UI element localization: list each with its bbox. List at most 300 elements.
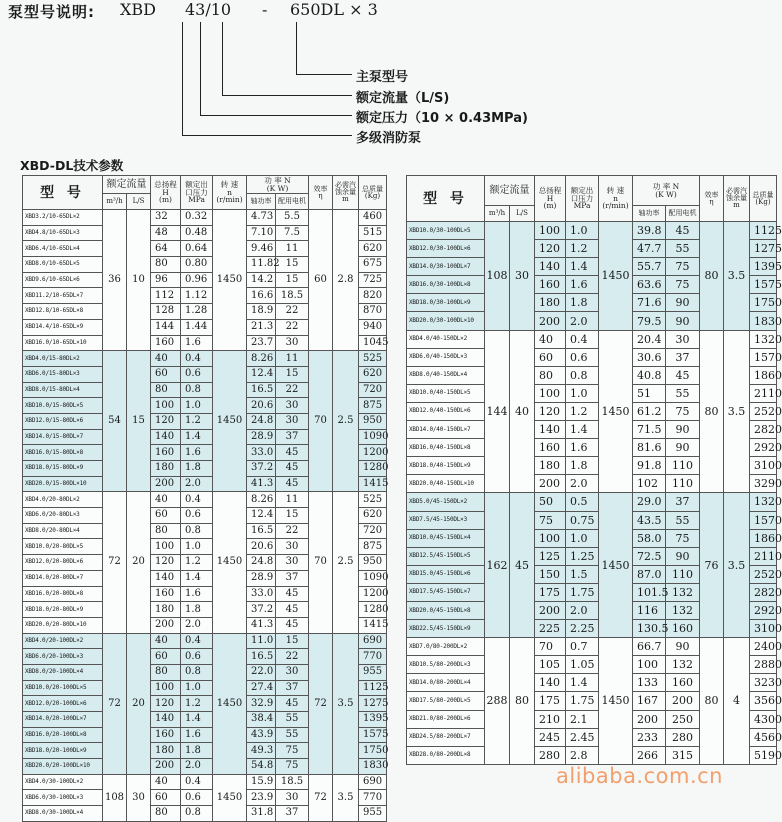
shaft-power-cell: 40.8: [633, 366, 666, 384]
motor-power-cell: 45: [276, 696, 309, 712]
shaft-power-cell: 33.0: [247, 445, 276, 461]
connector-pressure-h: [200, 115, 352, 116]
head-cell: 48: [151, 225, 181, 241]
table-row: [23, 351, 387, 367]
head-cell: 200: [535, 475, 566, 493]
pressure-cell: 1.05: [566, 656, 599, 674]
model-cell: XBD7.5/45-150DL×3: [407, 511, 485, 529]
mass-cell: 1860: [750, 366, 777, 384]
head-cell: 200: [535, 312, 566, 330]
flow-m3h-cell: 108: [103, 774, 127, 821]
header-power: [247, 176, 309, 194]
motor-power-cell: 55: [276, 712, 309, 728]
flow-m3h-cell: 72: [103, 492, 127, 633]
mass-cell: 2920: [750, 439, 777, 457]
header-mass-a: 总质量: [362, 184, 383, 193]
mass-cell: 1275: [359, 696, 387, 712]
pressure-cell: 1.2: [181, 555, 213, 571]
shaft-power-cell: 39.8: [633, 222, 666, 240]
pressure-cell: 1.2: [181, 696, 213, 712]
header-flow-ls-r: L/S: [510, 206, 535, 222]
shaft-power-cell: 23.9: [247, 790, 276, 806]
head-cell: 180: [151, 743, 181, 759]
mass-cell: 460: [359, 210, 387, 226]
head-cell: 60: [151, 790, 181, 806]
pressure-cell: 2.45: [566, 728, 599, 746]
shaft-power-cell: 38.4: [247, 712, 276, 728]
model-cell: XBD21.0/80-200DL×6: [407, 710, 485, 728]
shaft-power-cell: 63.6: [633, 276, 666, 294]
pressure-cell: 1.4: [566, 421, 599, 439]
shaft-power-cell: 9.46: [247, 241, 276, 257]
pressure-cell: 2.0: [181, 476, 213, 492]
flow-m3h-cell: 108: [485, 222, 510, 331]
header-head-r: [535, 176, 566, 222]
mass-cell: 3290: [750, 475, 777, 493]
shaft-power-cell: 51: [633, 384, 666, 402]
motor-power-cell: 15: [276, 272, 309, 288]
table-row: [23, 492, 387, 508]
motor-power-cell: 37: [276, 429, 309, 445]
shaft-power-cell: 33.0: [247, 586, 276, 602]
pressure-cell: 2.0: [566, 312, 599, 330]
pressure-cell: 1.44: [181, 319, 213, 335]
model-cell: XBD20.0/20-100DL×10: [23, 759, 103, 775]
shaft-power-cell: 31.8: [247, 806, 276, 822]
motor-power-cell: 30: [276, 790, 309, 806]
model-cell: XBD12.0/20-100DL×6: [23, 696, 103, 712]
motor-power-cell: 37: [666, 493, 700, 511]
speed-cell: 1450: [599, 493, 633, 638]
mass-cell: 3230: [750, 674, 777, 692]
motor-power-cell: 110: [666, 565, 700, 583]
pressure-cell: 2.25: [566, 620, 599, 638]
shaft-power-cell: 12.4: [247, 366, 276, 382]
header-head: [151, 176, 181, 210]
head-cell: 100: [151, 398, 181, 414]
header-pressure-b: 口压力: [185, 187, 208, 197]
mass-cell: 1415: [359, 476, 387, 492]
pressure-cell: 2.1: [566, 710, 599, 728]
head-cell: 80: [151, 382, 181, 398]
shaft-power-cell: 16.6: [247, 288, 276, 304]
motor-power-cell: 55: [666, 240, 700, 258]
motor-power-cell: 30: [276, 398, 309, 414]
header-npsh-a: 必需汽: [335, 181, 356, 189]
npsh-cell: 2.5: [333, 492, 359, 633]
connector-flow-h: [222, 95, 352, 96]
efficiency-cell: 80: [700, 638, 724, 765]
head-cell: 60: [151, 508, 181, 524]
header-npsh-c: m: [342, 195, 349, 203]
pressure-cell: 1.6: [566, 276, 599, 294]
motor-power-cell: 250: [666, 710, 700, 728]
shaft-power-cell: 32.9: [247, 696, 276, 712]
motor-power-cell: 30: [276, 335, 309, 351]
motor-power-cell: 75: [666, 258, 700, 276]
mass-cell: 2520: [750, 402, 777, 420]
header-head-r-c: (m): [543, 201, 557, 211]
legend-stage: 多级消防泵: [356, 131, 422, 146]
head-cell: 120: [151, 555, 181, 571]
model-cell: XBD12.0/40-150DL×6: [407, 402, 485, 420]
table-row: [23, 633, 387, 649]
mass-cell: 1575: [359, 727, 387, 743]
mass-cell: 2880: [750, 656, 777, 674]
model-cell: XBD12.0/20-80DL×6: [23, 555, 103, 571]
mass-cell: 1090: [359, 570, 387, 586]
mass-cell: 1575: [750, 276, 777, 294]
flow-ls-cell: 45: [510, 493, 535, 638]
shaft-power-cell: 71.5: [633, 421, 666, 439]
model-code-dash: -: [262, 0, 268, 19]
pressure-cell: 1.6: [566, 439, 599, 457]
model-cell: XBD20.0/15-80DL×10: [23, 476, 103, 492]
model-cell: XBD6.0/20-100DL×3: [23, 649, 103, 665]
head-cell: 50: [535, 493, 566, 511]
model-cell: XBD17.5/45-150DL×7: [407, 583, 485, 601]
shaft-power-cell: 133: [633, 674, 666, 692]
shaft-power-cell: 12.4: [247, 508, 276, 524]
legend-pressure: 额定压力（10 × 0.43MPa): [356, 111, 528, 126]
mass-cell: 1090: [359, 429, 387, 445]
flow-ls-cell: 40: [510, 330, 535, 493]
mass-cell: 4300: [750, 710, 777, 728]
header-npsh-r-c: m: [733, 201, 740, 209]
model-cell: XBD10.5/80-200DL×3: [407, 656, 485, 674]
head-cell: 200: [151, 476, 181, 492]
mass-cell: 525: [359, 492, 387, 508]
head-cell: 64: [151, 241, 181, 257]
flow-ls-cell: 80: [510, 638, 535, 765]
head-cell: 200: [535, 601, 566, 619]
header-mass-r-a: 总质量: [752, 190, 774, 199]
model-cell: XBD3.2/10-65DL×2: [23, 210, 103, 226]
model-cell: XBD16.0/40-150DL×8: [407, 439, 485, 457]
model-cell: XBD28.0/80-200DL×8: [407, 746, 485, 764]
model-cell: XBD8.0/40-150DL×4: [407, 366, 485, 384]
header-efficiency-r: [700, 176, 724, 222]
head-cell: 125: [535, 547, 566, 565]
speed-cell: 1450: [213, 351, 247, 492]
pressure-cell: 1.6: [181, 727, 213, 743]
speed-cell: 1450: [213, 210, 247, 351]
header-power-shaft-r: 轴功率: [633, 206, 666, 222]
model-cell: XBD8.0/20-80DL×4: [23, 523, 103, 539]
model-cell: XBD16.0/15-80DL×8: [23, 445, 103, 461]
model-cell: XBD4.8/10-65DL×3: [23, 225, 103, 241]
mass-cell: 2820: [750, 421, 777, 439]
model-cell: XBD6.0/40-150DL×3: [407, 348, 485, 366]
connector-flow-v: [222, 22, 223, 95]
pressure-cell: 0.4: [181, 351, 213, 367]
table-row: [407, 493, 777, 511]
pressure-cell: 1.75: [566, 692, 599, 710]
shaft-power-cell: 21.3: [247, 319, 276, 335]
model-cell: XBD7.0/80-200DL×2: [407, 638, 485, 656]
head-cell: 40: [151, 492, 181, 508]
mass-cell: 3560: [750, 692, 777, 710]
model-cell: XBD10.0/20-100DL×5: [23, 680, 103, 696]
model-cell: XBD14.0/80-200DL×4: [407, 674, 485, 692]
efficiency-cell: 80: [700, 222, 724, 331]
head-cell: 40: [151, 774, 181, 790]
pressure-cell: 0.80: [181, 257, 213, 273]
pressure-cell: 0.6: [181, 508, 213, 524]
model-cell: XBD4.0/20-80DL×2: [23, 492, 103, 508]
npsh-cell: 4: [724, 638, 750, 765]
motor-power-cell: 18.5: [276, 774, 309, 790]
header-pressure-c: MPa: [188, 195, 205, 205]
pressure-cell: 0.4: [181, 633, 213, 649]
motor-power-cell: 30: [666, 330, 700, 348]
shaft-power-cell: 79.5: [633, 312, 666, 330]
efficiency-cell: 72: [309, 633, 333, 774]
shaft-power-cell: 24.8: [247, 413, 276, 429]
mass-cell: 1200: [359, 445, 387, 461]
header-model-r: 型 号: [407, 176, 485, 222]
shaft-power-cell: 102: [633, 475, 666, 493]
table-row: [23, 774, 387, 790]
motor-power-cell: 30: [276, 413, 309, 429]
shaft-power-cell: 20.4: [633, 330, 666, 348]
head-cell: 280: [535, 746, 566, 764]
shaft-power-cell: 22.0: [247, 664, 276, 680]
head-cell: 200: [151, 759, 181, 775]
pressure-cell: 0.8: [566, 366, 599, 384]
speed-cell: 1450: [599, 638, 633, 765]
flow-ls-cell: 30: [510, 222, 535, 331]
mass-cell: 720: [359, 382, 387, 398]
motor-power-cell: 132: [666, 601, 700, 619]
npsh-cell: 3.5: [724, 222, 750, 331]
model-cell: XBD16.0/10-65DL×10: [23, 335, 103, 351]
header-npsh-r-a: 必需汽: [726, 187, 747, 195]
header-speed-a: 转 速: [220, 180, 239, 190]
pressure-cell: 1.0: [181, 539, 213, 555]
header-head-a: 总扬程: [154, 180, 177, 190]
shaft-power-cell: 23.7: [247, 335, 276, 351]
mass-cell: 1750: [359, 743, 387, 759]
watermark: alibaba.com.cn: [556, 764, 723, 788]
section-title: XBD-DL技术参数: [20, 158, 124, 173]
model-cell: XBD12.0/15-80DL×6: [23, 413, 103, 429]
motor-power-cell: 75: [276, 759, 309, 775]
head-cell: 140: [151, 570, 181, 586]
shaft-power-cell: 20.6: [247, 539, 276, 555]
model-cell: XBD15.0/45-150DL×6: [407, 565, 485, 583]
head-cell: 80: [151, 664, 181, 680]
head-cell: 128: [151, 304, 181, 320]
model-cell: XBD16.0/20-100DL×8: [23, 727, 103, 743]
mass-cell: 3100: [750, 620, 777, 638]
model-cell: XBD4.0/15-80DL×2: [23, 351, 103, 367]
header-head-c: (m): [159, 195, 172, 205]
shaft-power-cell: 8.26: [247, 351, 276, 367]
pressure-cell: 1.4: [181, 429, 213, 445]
head-cell: 80: [535, 366, 566, 384]
pressure-cell: 1.4: [181, 570, 213, 586]
motor-power-cell: 5.5: [276, 210, 309, 226]
motor-power-cell: 11: [276, 351, 309, 367]
mass-cell: 525: [359, 351, 387, 367]
speed-cell: 1450: [213, 633, 247, 774]
motor-power-cell: 45: [276, 476, 309, 492]
header-eff-r-a: 效率: [704, 190, 719, 199]
shaft-power-cell: 233: [633, 728, 666, 746]
pressure-cell: 2.8: [566, 746, 599, 764]
motor-power-cell: 160: [666, 620, 700, 638]
pressure-cell: 1.2: [566, 240, 599, 258]
mass-cell: 620: [359, 508, 387, 524]
motor-power-cell: 15: [276, 633, 309, 649]
efficiency-cell: 70: [309, 351, 333, 492]
pressure-cell: 0.6: [181, 366, 213, 382]
model-cell: XBD20.0/40-150DL×10: [407, 475, 485, 493]
head-cell: 140: [151, 429, 181, 445]
shaft-power-cell: 16.5: [247, 649, 276, 665]
flow-m3h-cell: 72: [103, 633, 127, 774]
motor-power-cell: 37: [276, 806, 309, 822]
motor-power-cell: 15: [276, 508, 309, 524]
motor-power-cell: 90: [666, 421, 700, 439]
mass-cell: 720: [359, 523, 387, 539]
model-cell: XBD18.0/20-100DL×9: [23, 743, 103, 759]
header-speed-r-a: 转 速: [606, 186, 625, 196]
pressure-cell: 0.6: [181, 649, 213, 665]
header-flow-m3h-r: m³/h: [485, 206, 510, 222]
motor-power-cell: 11: [276, 492, 309, 508]
connector-stage-h: [182, 135, 352, 136]
pressure-cell: 1.2: [181, 413, 213, 429]
efficiency-cell: 70: [309, 492, 333, 633]
shaft-power-cell: 116: [633, 601, 666, 619]
header-power-shaft: 轴功率: [247, 194, 276, 210]
model-cell: XBD6.4/10-65DL×4: [23, 241, 103, 257]
header-pressure-r: [566, 176, 599, 222]
shaft-power-cell: 100: [633, 656, 666, 674]
pressure-cell: 0.7: [566, 638, 599, 656]
mass-cell: 1415: [359, 617, 387, 633]
head-cell: 245: [535, 728, 566, 746]
mass-cell: 2820: [750, 583, 777, 601]
header-flow-m3h: m³/h: [103, 194, 127, 210]
connector-main-h: [296, 74, 352, 75]
motor-power-cell: 11: [276, 241, 309, 257]
header-mass: [359, 176, 387, 210]
mass-cell: 1570: [750, 511, 777, 529]
head-cell: 105: [535, 656, 566, 674]
head-cell: 180: [535, 457, 566, 475]
mass-cell: 620: [359, 366, 387, 382]
header-speed-r-c: (r/min): [602, 201, 629, 211]
head-cell: 120: [535, 402, 566, 420]
table-row: [407, 330, 777, 348]
efficiency-cell: 76: [700, 493, 724, 638]
connector-main-v: [296, 22, 297, 74]
mass-cell: 690: [359, 633, 387, 649]
efficiency-cell: 60: [309, 210, 333, 351]
model-cell: XBD10.0/20-80DL×5: [23, 539, 103, 555]
header-speed-c: (r/min): [216, 195, 243, 205]
mass-cell: 4560: [750, 728, 777, 746]
head-cell: 180: [151, 602, 181, 618]
pressure-cell: 0.8: [181, 523, 213, 539]
model-cell: XBD24.5/80-200DL×7: [407, 728, 485, 746]
motor-power-cell: 45: [276, 586, 309, 602]
npsh-cell: 3.5: [724, 330, 750, 493]
header-speed-r-b: n: [613, 193, 618, 203]
motor-power-cell: 7.5: [276, 225, 309, 241]
head-cell: 100: [535, 384, 566, 402]
header-npsh: [333, 176, 359, 210]
connector-stage-v: [182, 22, 183, 135]
pressure-cell: 1.6: [181, 335, 213, 351]
shaft-power-cell: 41.3: [247, 617, 276, 633]
mass-cell: 955: [359, 664, 387, 680]
motor-power-cell: 315: [666, 746, 700, 764]
model-cell: XBD5.0/45-150DL×2: [407, 493, 485, 511]
head-cell: 120: [151, 413, 181, 429]
header-power-b: (K W): [266, 183, 289, 193]
motor-power-cell: 45: [276, 617, 309, 633]
motor-power-cell: 55: [276, 727, 309, 743]
pressure-cell: 1.75: [566, 583, 599, 601]
shaft-power-cell: 200: [633, 710, 666, 728]
pressure-cell: 1.12: [181, 288, 213, 304]
motor-power-cell: 30: [276, 664, 309, 680]
head-cell: 225: [535, 620, 566, 638]
npsh-cell: 3.5: [724, 493, 750, 638]
shaft-power-cell: 4.73: [247, 210, 276, 226]
model-cell: XBD12.8/10-65DL×8: [23, 304, 103, 320]
model-cell: XBD12.0/30-100DL×6: [407, 240, 485, 258]
head-cell: 60: [535, 348, 566, 366]
flow-ls-cell: 20: [127, 492, 151, 633]
pressure-cell: 0.8: [181, 806, 213, 822]
head-cell: 75: [535, 511, 566, 529]
motor-power-cell: 15: [276, 366, 309, 382]
shaft-power-cell: 71.6: [633, 294, 666, 312]
motor-power-cell: 55: [666, 511, 700, 529]
motor-power-cell: 37: [666, 348, 700, 366]
model-cell: XBD10.0/45-150DL×4: [407, 529, 485, 547]
mass-cell: 2920: [750, 601, 777, 619]
motor-power-cell: 280: [666, 728, 700, 746]
model-cell: XBD10.0/30-100DL×5: [407, 222, 485, 240]
motor-power-cell: 22: [276, 649, 309, 665]
head-cell: 60: [151, 366, 181, 382]
pressure-cell: 0.75: [566, 511, 599, 529]
motor-power-cell: 75: [666, 402, 700, 420]
shaft-power-cell: 30.6: [633, 348, 666, 366]
header-speed-r: [599, 176, 633, 222]
head-cell: 120: [151, 696, 181, 712]
head-cell: 160: [151, 445, 181, 461]
shaft-power-cell: 47.7: [633, 240, 666, 258]
mass-cell: 620: [359, 241, 387, 257]
motor-power-cell: 22: [276, 319, 309, 335]
header-mass-r-b: (Kg): [755, 197, 771, 206]
header-head-r-b: H: [546, 193, 554, 203]
pressure-cell: 0.96: [181, 272, 213, 288]
head-cell: 210: [535, 710, 566, 728]
header-head-b: H: [162, 187, 169, 197]
motor-power-cell: 75: [276, 743, 309, 759]
shaft-power-cell: 11.82: [247, 257, 276, 273]
npsh-cell: 3.5: [333, 774, 359, 821]
head-cell: 180: [535, 294, 566, 312]
